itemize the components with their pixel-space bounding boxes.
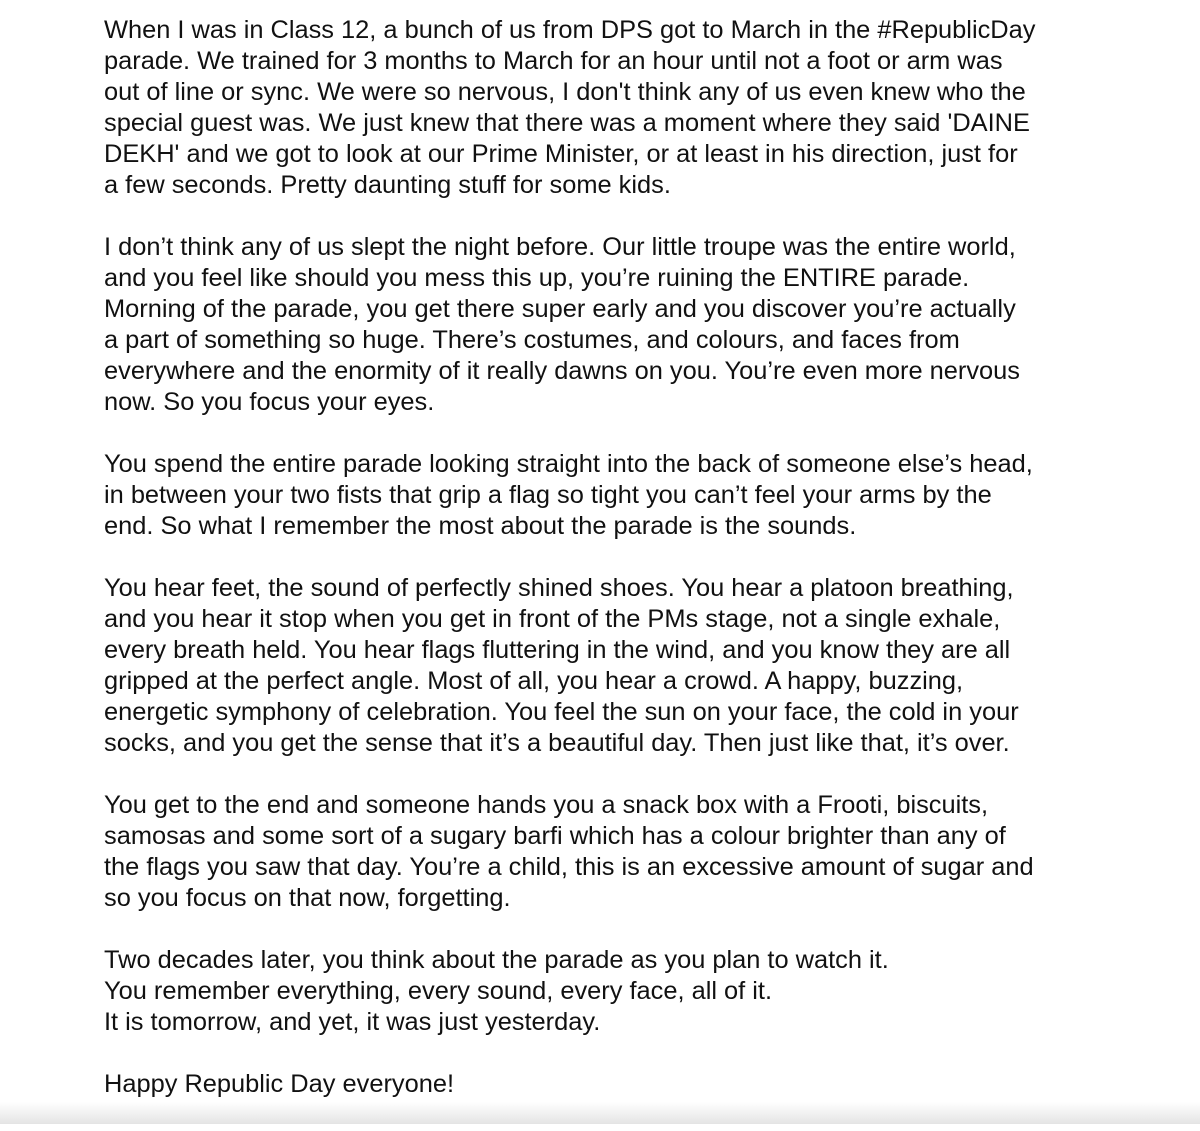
text-line: You remember everything, every sound, every face, all of it. — [104, 977, 773, 1005]
text-line: DEKH' and we got to look at our Prime Minister, or at least in his direction, just for — [104, 140, 1018, 168]
text-line: the flags you saw that day. You’re a child, this is an excessive amount of sugar and — [104, 853, 1034, 881]
bottom-edge-shadow — [0, 1102, 1200, 1124]
text-line: I don’t think any of us slept the night before. Our little troupe was the entire world, — [104, 233, 1016, 261]
text-line: so you focus on that now, forgetting. — [104, 884, 511, 912]
text-line: You get to the end and someone hands you a snack box with a Frooti, biscuits, — [104, 791, 989, 819]
paragraph-7 — [104, 1069, 1184, 1100]
text-line: You hear feet, the sound of perfectly shined shoes. You hear a platoon breathing, — [104, 574, 1014, 602]
text-line: You spend the entire parade looking straight into the back of someone else’s head, — [104, 450, 1033, 478]
text-line: everywhere and the enormity of it really dawns on you. You’re even more nervous — [104, 357, 1020, 385]
text-line: and you feel like should you mess this up, you’re ruining the ENTIRE parade. — [104, 264, 970, 292]
text-line: a few seconds. Pretty daunting stuff for some kids. — [104, 171, 671, 199]
paragraph-3 — [104, 449, 1184, 542]
text-line: gripped at the perfect angle. Most of all, you hear a crowd. A happy, buzzing, — [104, 667, 964, 695]
text-line: samosas and some sort of a sugary barfi which has a colour brighter than any of — [104, 822, 1006, 850]
text-line: Happy Republic Day everyone! — [104, 1070, 455, 1098]
text-line: Morning of the parade, you get there super early and you discover you’re actually — [104, 295, 1016, 323]
text-line: and you hear it stop when you get in front of the PMs stage, not a single exhale, — [104, 605, 1001, 633]
text-line: out of line or sync. We were so nervous, I don't think any of us even knew who the — [104, 78, 1026, 106]
text-line: every breath held. You hear flags fluttering in the wind, and you know they are all — [104, 636, 1011, 664]
text-line: in between your two fists that grip a flag so tight you can’t feel your arms by the — [104, 481, 992, 509]
text-line: a part of something so huge. There’s costumes, and colours, and faces from — [104, 326, 960, 354]
text-line: special guest was. We just knew that there was a moment where they said 'DAINE — [104, 109, 1030, 137]
text-line: now. So you focus your eyes. — [104, 388, 435, 416]
text-line: When I was in Class 12, a bunch of us from DPS got to March in the #RepublicDay — [104, 16, 1036, 44]
paragraph-6 — [104, 945, 1184, 1038]
text-line: It is tomorrow, and yet, it was just yesterday. — [104, 1008, 601, 1036]
text-line: parade. We trained for 3 months to March for an hour until not a foot or arm was — [104, 47, 1003, 75]
paragraph-2 — [104, 232, 1184, 418]
paragraph-5 — [104, 790, 1184, 914]
paragraph-4 — [104, 573, 1184, 759]
document-body — [104, 15, 1184, 1131]
text-line: socks, and you get the sense that it’s a beautiful day. Then just like that, it’s over. — [104, 729, 1010, 757]
text-line: energetic symphony of celebration. You feel the sun on your face, the cold in your — [104, 698, 1019, 726]
text-line: Two decades later, you think about the parade as you plan to watch it. — [104, 946, 889, 974]
paragraph-1 — [104, 15, 1184, 201]
text-line: end. So what I remember the most about the parade is the sounds. — [104, 512, 857, 540]
